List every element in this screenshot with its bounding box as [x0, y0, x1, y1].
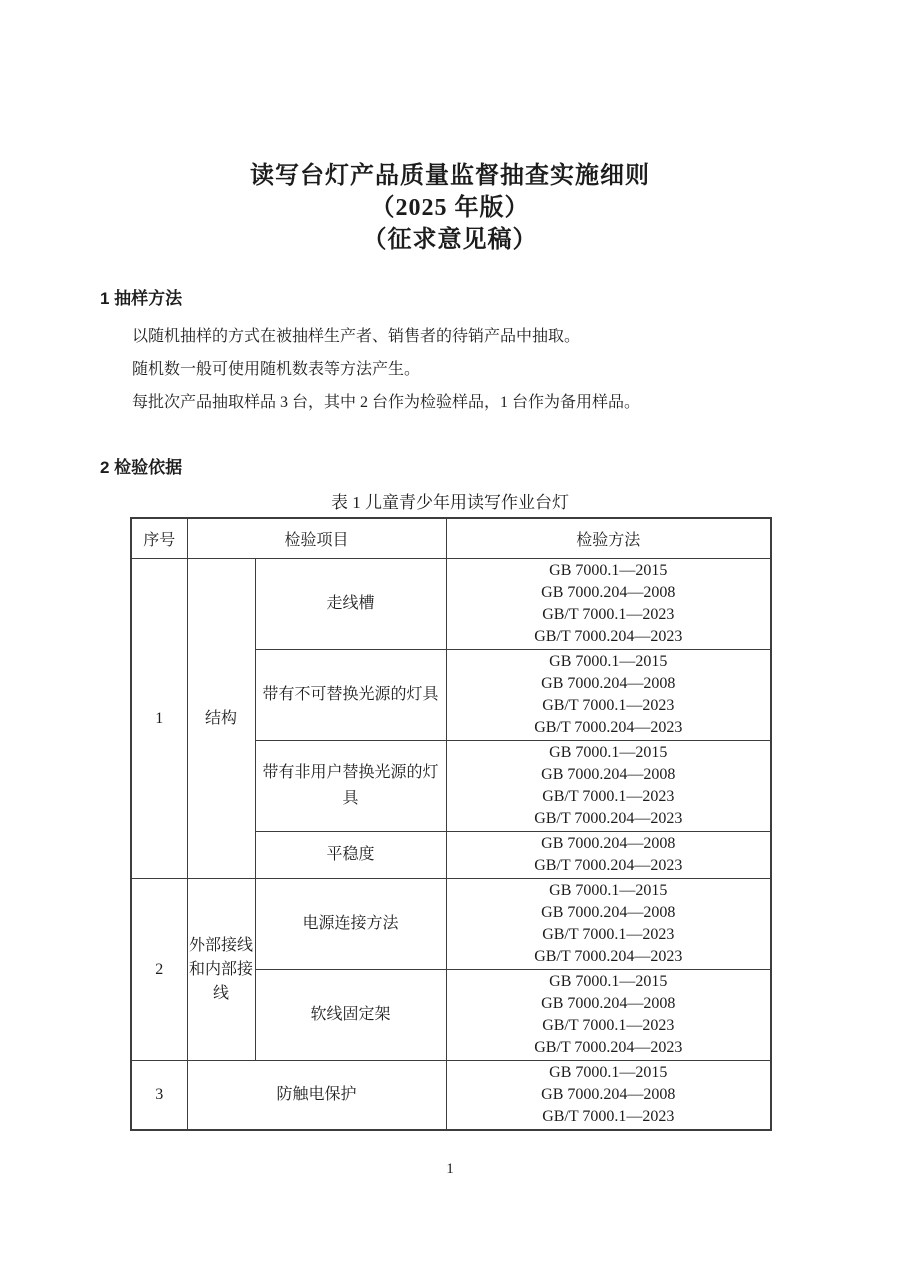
inspection-method-cell — [446, 741, 771, 832]
inspection-table-body — [131, 559, 771, 1131]
inspection-table-head — [131, 518, 771, 559]
inspection-method-cell — [446, 1061, 771, 1131]
inspection-item-cell: 防触电保护 — [187, 1061, 446, 1131]
page-number: 1 — [446, 1161, 454, 1177]
inspection-basis-table — [130, 517, 772, 1131]
standard-reference: GB/T 7000.1—2023 — [542, 1108, 675, 1125]
table-row — [131, 559, 771, 650]
standard-reference: GB/T 7000.204—2023 — [534, 857, 683, 874]
standard-reference: GB 7000.1—2015 — [549, 1064, 668, 1081]
table-caption: 表 1 儿童青少年用读写作业台灯 — [331, 493, 569, 512]
sampling-paragraph: 每批次产品抽取样品 3 台，其中 2 台作为检验样品，1 台作为备用样品。 — [132, 394, 641, 411]
section-heading-sampling-method: 1 抽样方法 — [100, 289, 183, 308]
inspection-method-cell — [446, 650, 771, 741]
standard-reference: GB 7000.204—2008 — [541, 675, 676, 692]
standard-reference: GB/T 7000.1—2023 — [542, 606, 675, 623]
serial-number-cell: 3 — [131, 1061, 187, 1131]
document-body — [100, 286, 800, 1181]
standard-reference: GB/T 7000.204—2023 — [534, 810, 683, 827]
standard-reference: GB/T 7000.1—2023 — [542, 926, 675, 943]
column-header-inspection-item: 检验项目 — [187, 518, 446, 559]
standard-reference: GB/T 7000.204—2023 — [534, 1039, 683, 1056]
column-header-serial-number: 序号 — [131, 518, 187, 559]
standard-reference: GB 7000.204—2008 — [541, 835, 676, 852]
inspection-method-cell — [446, 879, 771, 970]
inspection-item-cell: 带有不可替换光源的灯具 — [255, 650, 446, 741]
table-header-row — [131, 518, 771, 559]
standard-reference: GB/T 7000.204—2023 — [534, 948, 683, 965]
table-row — [131, 1061, 771, 1131]
standard-reference: GB/T 7000.1—2023 — [542, 697, 675, 714]
inspection-item-cell: 带有非用户替换光源的灯具 — [255, 741, 446, 832]
section-heading-inspection-basis: 2 检验依据 — [100, 458, 183, 477]
inspection-method-cell — [446, 559, 771, 650]
standard-reference: GB/T 7000.204—2023 — [534, 628, 683, 645]
table-row — [131, 879, 771, 970]
serial-number-cell: 1 — [131, 559, 187, 879]
standard-reference: GB 7000.204—2008 — [541, 766, 676, 783]
sampling-paragraph: 以随机抽样的方式在被抽样生产者、销售者的待销产品中抽取。 — [132, 328, 581, 345]
document-title-block — [0, 160, 900, 256]
inspection-method-cell — [446, 832, 771, 879]
inspection-item-cell: 电源连接方法 — [255, 879, 446, 970]
standard-reference: GB 7000.204—2008 — [541, 995, 676, 1012]
document-title-line1: 读写台灯产品质量监督抽查实施细则 — [250, 163, 650, 189]
standard-reference: GB/T 7000.1—2023 — [542, 1017, 675, 1034]
standard-reference: GB 7000.1—2015 — [549, 744, 668, 761]
standard-reference: GB 7000.1—2015 — [549, 653, 668, 670]
standard-reference: GB 7000.1—2015 — [549, 882, 668, 899]
inspection-method-cell — [446, 970, 771, 1061]
serial-number-cell: 2 — [131, 879, 187, 1061]
standard-reference: GB 7000.1—2015 — [549, 973, 668, 990]
standard-reference: GB 7000.1—2015 — [549, 562, 668, 579]
standard-reference: GB 7000.204—2008 — [541, 1086, 676, 1103]
standard-reference: GB/T 7000.1—2023 — [542, 788, 675, 805]
inspection-item-cell: 平稳度 — [255, 832, 446, 879]
document-title-line3: （征求意见稿） — [362, 227, 538, 253]
standard-reference: GB 7000.204—2008 — [541, 904, 676, 921]
item-category-cell: 外部接线和内部接线 — [187, 879, 255, 1061]
document-title-line2: （2025 年版） — [370, 195, 530, 221]
standard-reference: GB 7000.204—2008 — [541, 584, 676, 601]
inspection-item-cell: 软线固定架 — [255, 970, 446, 1061]
sampling-paragraph: 随机数一般可使用随机数表等方法产生。 — [132, 361, 421, 378]
standard-reference: GB/T 7000.204—2023 — [534, 719, 683, 736]
item-category-cell: 结构 — [187, 559, 255, 879]
inspection-item-cell: 走线槽 — [255, 559, 446, 650]
column-header-inspection-method: 检验方法 — [446, 518, 771, 559]
